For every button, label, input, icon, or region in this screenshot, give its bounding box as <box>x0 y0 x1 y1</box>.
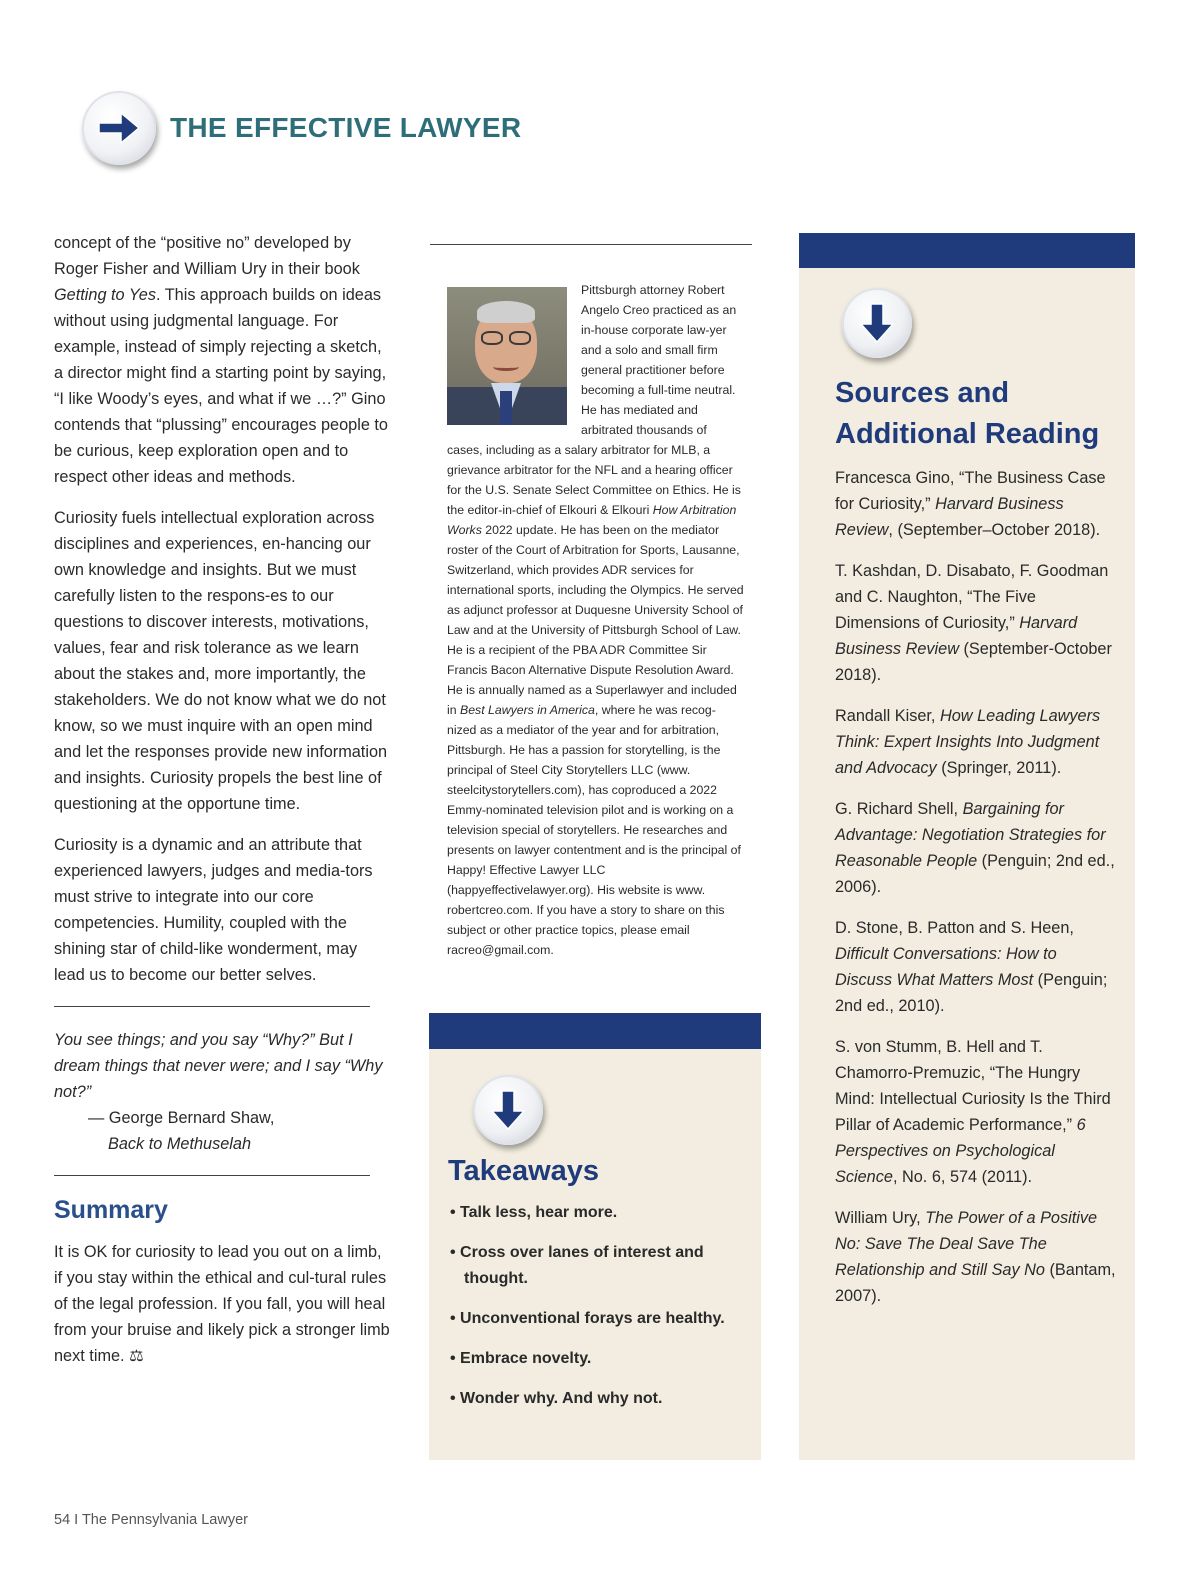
citation-text-run: Difficult Conversations: How to Discuss What Matters Most <box>835 945 1057 989</box>
citation-text-run: How Leading Lawyers Think: Expert Insights Into Judgment and Advocacy <box>835 707 1101 777</box>
body-paragraph: Curiosity fuels intellectual exploration across disciplines and experiences, en-hancing our own knowledge and insights. But we must carefully listen to the respons-es to our questions to discover interests, motivations, values, fear and risk tolerance as we learn about the stakes and, more importantly, the stakeholders. We do not know what we do not know, so we must inquire with an open mind and let the responses provide new information and insights. Curiosity propels the best line of questioning at the opportune time. <box>54 509 388 813</box>
text-run: concept of the “positive no” developed by Roger Fisher and William Ury in their book <box>54 234 360 278</box>
source-citation <box>835 915 1117 1019</box>
divider <box>54 1175 370 1176</box>
citation-text-run: (Penguin; 2nd ed., 2010). <box>835 971 1108 1015</box>
source-citation <box>835 558 1117 688</box>
source-citation <box>835 465 1117 543</box>
bio-text-run: How Arbitration Works <box>447 503 737 537</box>
citation-text-run: (Penguin; 2nd ed., 2006). <box>835 852 1115 896</box>
citation-text-run: Harvard Business Review <box>835 614 1078 658</box>
main-column <box>54 230 392 1384</box>
bio-text-run: , where he was recog-nized as a mediator of the year and for arbitration, Pittsburgh. He has a passion for storytelling, is the principal of Steel City Storytellers LLC (www. steelcitystorytellers.com), has coproduced a 2022 Emmy-nominated television pilot and is working on a television special of storytellers. He researches and presents on lawyer contentment and is the principal of Happy! Effective Lawyer LLC (happyeffectivelawyer.org). His website is www. robertcreo.com. If you have a story to share on this subject or other practice topics, please email racreo@gmail.com. <box>447 703 741 957</box>
sources-list <box>835 465 1117 1324</box>
source-citation <box>835 796 1117 900</box>
source-citation <box>835 703 1117 781</box>
citation-text-run: (September-October 2018). <box>835 640 1112 684</box>
takeaways-box <box>429 1013 761 1460</box>
section-title: THE EFFECTIVE LAWYER <box>170 112 522 143</box>
box-header-band <box>429 1013 761 1049</box>
bio-text-run: Pittsburgh attorney Robert Angelo Creo practiced as an in-house corporate law-yer and a solo and small firm general practitioner before becoming a full-time neutral. He has mediated and arbitrated thousands of cases, including as a salary arbitrator for MLB, a grievance arbitrator for the NFL and a hearing officer for the U.S. Senate Select Committee on Ethics. He is the editor-in-chief of Elkouri & Elkouri <box>447 283 741 517</box>
sources-heading: Sources and Additional Reading <box>835 377 1100 450</box>
list-item: • Embrace novelty. <box>450 1350 592 1367</box>
citation-text-run: Randall Kiser, <box>835 707 940 725</box>
citation-text-run: Bargaining for Advantage: Negotiation Strategies for Reasonable People <box>835 800 1106 870</box>
author-bio <box>447 280 745 960</box>
citation-text-run: The Power of a Positive No: Save The Deal Save The Relationship and Still Say No <box>835 1209 1098 1279</box>
box-header-band <box>799 233 1135 268</box>
quote-author: — George Bernard Shaw, <box>88 1109 275 1127</box>
citation-text-run: (Bantam, 2007). <box>835 1261 1116 1305</box>
bio-text-run: 2022 update. He has been on the mediator roster of the Court of Arbitration for Sports, Lausanne, Switzerland, which provides ADR services for international sports, including the Olympics. He served as adjunct professor at Duquesne University School of Law and at the University of Pittsburgh School of Law. He is a recipient of the PBA ADR Committee Sir Francis Bacon Alternative Dispute Resolution Award. He is annually named as a Superlawyer and included in <box>447 523 744 717</box>
pull-quote: You see things; and you say “Why?” But I dream things that never were; and I say “Why not?” <box>54 1031 383 1101</box>
quote-source: Back to Methuselah <box>108 1135 251 1153</box>
body-paragraph: Curiosity is a dynamic and an attribute that experienced lawyers, judges and media-tors must strive to integrate into our core competencies. Humility, coupled with the shining star of child-like wonderment, may lead us to become our better selves. <box>54 836 373 984</box>
list-item: • Talk less, hear more. <box>450 1204 618 1221</box>
takeaways-heading: Takeaways <box>448 1155 600 1187</box>
list-item: • Unconventional forays are healthy. <box>450 1310 725 1327</box>
citation-text-run: William Ury, <box>835 1209 926 1227</box>
source-citation <box>835 1034 1117 1190</box>
citation-text-run: D. Stone, B. Patton and S. Heen, <box>835 919 1074 937</box>
divider <box>54 1006 370 1007</box>
citation-text-run: (Springer, 2011). <box>936 759 1062 777</box>
takeaways-list <box>450 1200 750 1426</box>
right-arrow-icon <box>82 91 156 165</box>
down-arrow-icon <box>842 288 912 358</box>
citation-text-run: , (September–October 2018). <box>888 521 1101 539</box>
page-footer: 54 I The Pennsylvania Lawyer <box>54 1512 248 1528</box>
citation-text-run: , No. 6, 574 (2011). <box>892 1168 1033 1186</box>
body-paragraph <box>54 230 392 490</box>
citation-text-run: G. Richard Shell, <box>835 800 963 818</box>
citation-text-run: S. von Stumm, B. Hell and T. Chamorro-Premuzic, “The Hungry Mind: Intellectual Curiosity Is the Third Pillar of Academic Performance,” <box>835 1038 1111 1134</box>
citation-text-run: T. Kashdan, D. Disabato, F. Goodman and C. Naughton, “The Five Dimensions of Curiosity,” <box>835 562 1109 632</box>
down-arrow-icon <box>473 1075 543 1145</box>
citation-text-run: Harvard Business Review <box>835 495 1064 539</box>
bio-text-run: Best Lawyers in America <box>460 703 595 717</box>
section-header <box>82 88 521 168</box>
divider <box>430 244 752 245</box>
list-item: • Wonder why. And why not. <box>450 1390 663 1407</box>
list-item: • Cross over lanes of interest and thought. <box>450 1244 704 1287</box>
citation-text-run: Francesca Gino, “The Business Case for Curiosity,” <box>835 469 1106 513</box>
author-photo <box>447 287 567 425</box>
text-run: . This approach builds on ideas without using judgmental language. For example, instead of simply rejecting a sketch, a director might find a starting point by saying, “I like Woody’s eyes, and what if we …?” Gino contends that “plussing” encourages people to be curious, keep exploration open and to respect other ideas and methods. <box>54 286 388 486</box>
text-run: Getting to Yes <box>54 286 156 304</box>
summary-paragraph: It is OK for curiosity to lead you out on a limb, if you stay within the ethical and cul-tural rules of the legal profession. If you fall, you will heal from your bruise and likely pick a stronger limb next time. ⚖ <box>54 1243 390 1365</box>
citation-text-run: 6 Perspectives on Psychological Science <box>835 1116 1086 1186</box>
summary-heading: Summary <box>54 1196 168 1224</box>
sources-box <box>799 233 1135 1460</box>
source-citation <box>835 1205 1117 1309</box>
